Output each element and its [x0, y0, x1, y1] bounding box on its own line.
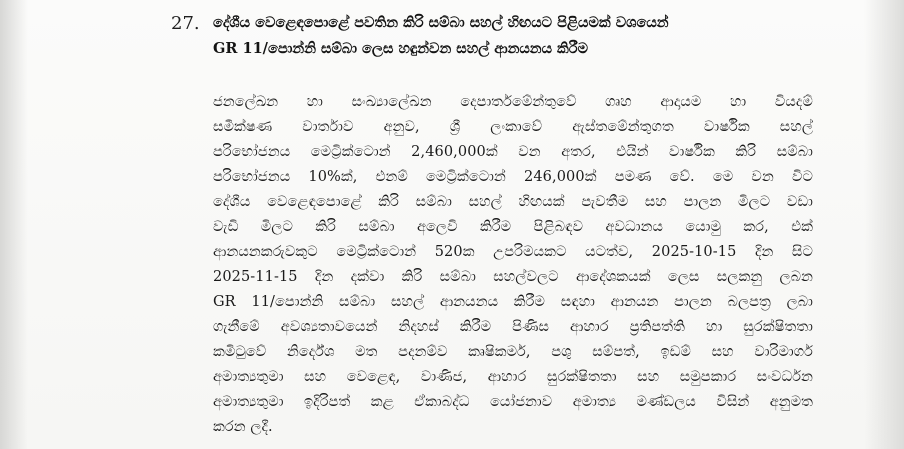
body-line: අමාත්‍යතුමා සහ වෙළෙඳ, වාණිජ, ආහාර සුරක්ෂිතතා සහ සමුපකාර සංවර්ධන [213, 369, 813, 385]
body-line: ආනයනකරුවකුට මෙට්‍රික්ටොන් 520ක උපරිමයකට යටත්ව, 2025-10-15 දින සිට [213, 244, 813, 260]
body-line: 2025-11-15 දින දක්වා කිරි සම්බා සහල්වලට ආදේශකයක් ලෙස සලකනු ලබන [213, 269, 813, 285]
body-line: පරිභෝජනය 10%ක්, එනම් මෙට්‍රික්ටොන් 246,000ක් පමණ වේ. මෙ වන විට [213, 169, 813, 185]
body-line: වැඩි මිලට කිරි සම්බා අලෙවි කිරීම පිළිබඳව අවධානය යොමු කර, එක් [213, 219, 813, 235]
body-line: දේශීය වෙළෙඳපොළේ කිරි සම්බා සහල් හිඟයක් පැවතීම සහ පාලන මිලට වඩා [213, 194, 813, 210]
body-line: ගැනීමේ අවශ්‍යතාවයෙන් නිදහස් කිරීම පිණිස ආහාර ප්‍රතිපත්ති හා සුරක්ෂිතතා [213, 319, 813, 335]
page-edge-shadow-left [0, 0, 28, 449]
heading-line: GR 11/පොන්නි සම්බා ලෙස හඳුන්වන සහල් ආනයනය කිරීම [213, 40, 589, 57]
body-line: සමීක්ෂණ වාර්තාව අනුව, ශ්‍රී ලංකාවේ ඇස්තමේන්තුගත වාර්ෂික සහල් [213, 119, 813, 135]
body-line: කරන ලදී. [213, 419, 273, 435]
body-line: පරිභෝජනය මෙට්‍රික්ටොන් 2,460,000ක් වන අතර, එයින් වාර්ෂික කිරි සම්බා [213, 144, 813, 160]
page-edge-shadow-right [864, 0, 904, 449]
heading-line: දේශීය වෙළෙඳපොළේ පවතින කිරි සම්බා සහල් හිඟයට පිළියමක් වශයෙන් [213, 14, 669, 31]
body-line: අමාත්‍යතුමා ඉදිරිපත් කළ ඒකාබද්ධ යෝජනාව අමාත්‍ය මණ්ඩලය විසින් අනුමත [213, 394, 813, 410]
body-line: ජනලේඛන හා සංඛ්‍යාලේඛන දෙපාර්තමේන්තුවේ ගෘහ ආදායම හා වියදම් [213, 94, 813, 110]
body-line: කමිටුවේ නිර්දේශ මත පදනම්ව කෘෂිකර්ම, පශු සම්පත්, ඉඩම් සහ වාරිමාර්ග [213, 344, 813, 360]
item-number: 27. [171, 13, 200, 34]
item-body-paragraph [213, 90, 813, 440]
item-heading [213, 10, 853, 62]
body-line: GR 11/පොන්නි සම්බා සහල් ආනයනය කිරීම සඳහා ආනයන පාලන බලපත්‍ර ලබා [213, 294, 813, 310]
